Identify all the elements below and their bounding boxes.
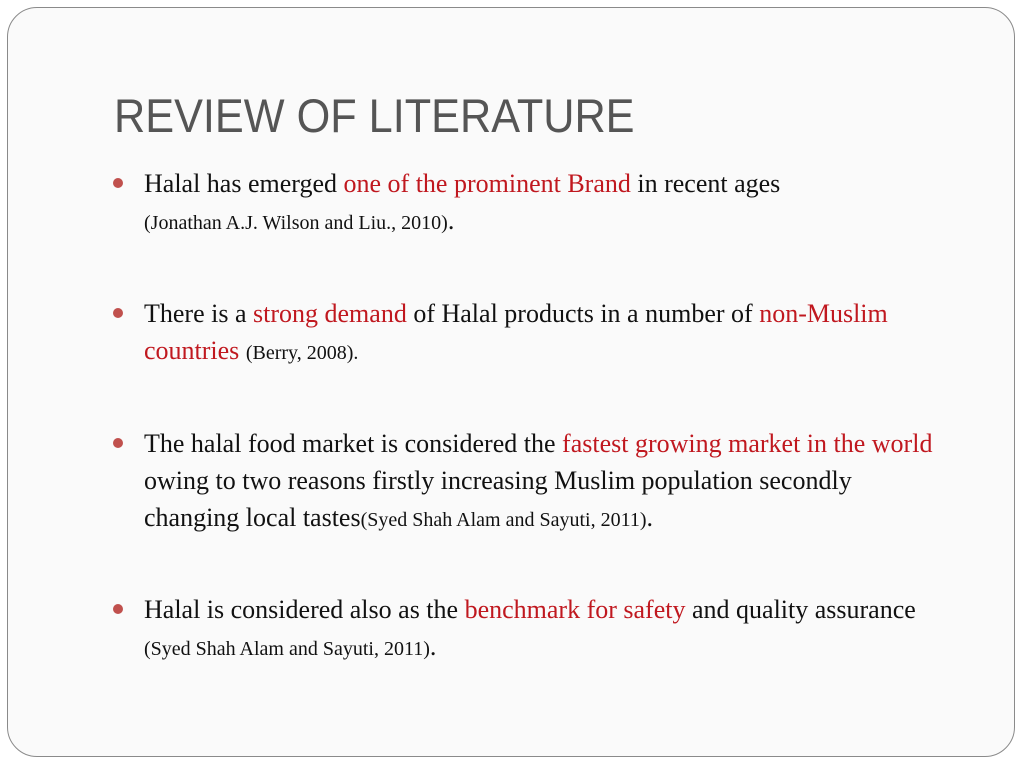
bullet-text: Halal has emerged	[144, 169, 344, 198]
bullet-text: The halal food market is considered the	[144, 429, 563, 458]
bullet-item	[113, 425, 943, 539]
bullet-item	[113, 591, 943, 668]
bullet-text: Halal is considered also as the	[144, 595, 465, 624]
citation: (Syed Shah Alam and Sayuti, 2011)	[144, 638, 430, 660]
bullet-icon	[113, 308, 123, 318]
bullet-item	[113, 295, 943, 372]
bullet-item	[113, 165, 943, 242]
citation: (Syed Shah Alam and Sayuti, 2011)	[360, 509, 647, 531]
bullet-text: of Halal products in a number of	[406, 299, 760, 328]
bullet-end: .	[447, 206, 455, 235]
citation: (Jonathan A.J. Wilson and Liu., 2010)	[144, 212, 448, 234]
citation: (Berry, 2008).	[245, 342, 359, 364]
bullet-end: .	[646, 503, 654, 532]
bullet-text: and quality assurance	[685, 595, 916, 624]
bullet-text: in recent ages	[630, 169, 781, 198]
bullet-text: There is a	[144, 299, 254, 328]
highlight-text: fastest growing market in the world	[562, 429, 933, 458]
bullet-icon	[113, 604, 123, 614]
highlight-text: non-Muslim countries	[144, 299, 888, 365]
highlight-text: strong demand	[253, 299, 407, 328]
highlight-text: benchmark for safety	[464, 595, 686, 624]
highlight-text: one of the prominent Brand	[343, 169, 631, 198]
bullet-text: owing to two reasons firstly increasing Muslim population secondly changing local tastes	[144, 466, 852, 532]
bullet-icon	[113, 178, 123, 188]
bullet-icon	[113, 438, 123, 448]
slide-title: REVIEW OF LITERATURE	[114, 89, 635, 142]
bullet-end: .	[429, 632, 437, 661]
bullet-list	[113, 165, 943, 668]
